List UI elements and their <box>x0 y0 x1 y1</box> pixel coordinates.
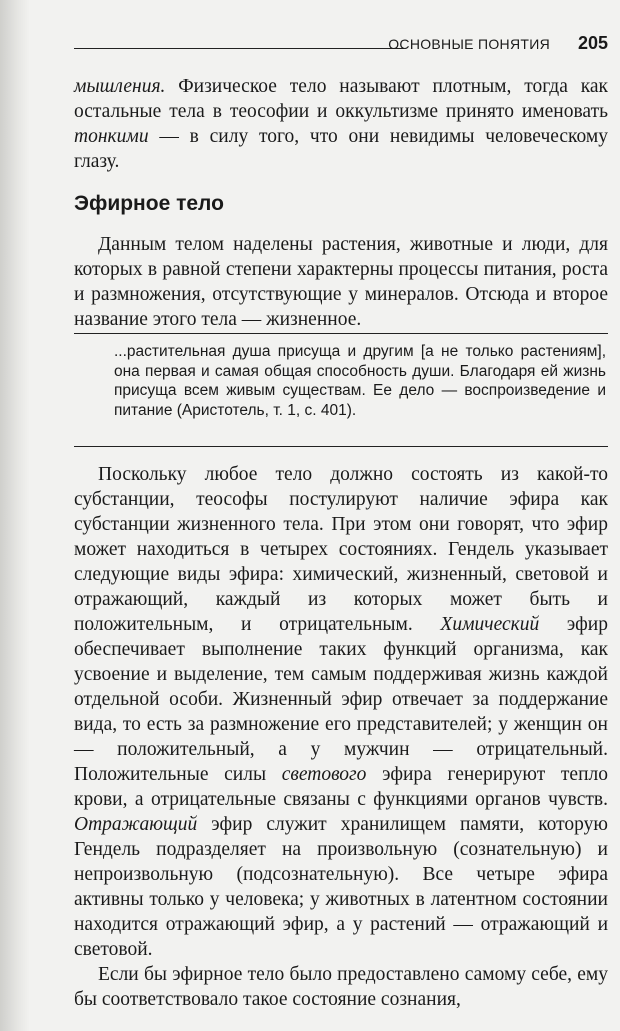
running-head: ОСНОВНЫЕ ПОНЯТИЯ <box>388 36 550 52</box>
quote-block <box>74 333 608 447</box>
main-p1-italic-reflecting: Отражающий <box>74 814 198 835</box>
main-p1-d: эфир служит хранилищем памяти, которую Гендель подразделяет на произвольную (сознательную) и непроизвольную (подсознательную). Все четыре эфира активны только у человека; у животных в латентном состоянии находится отражающий эфир, а у растений — отражающий и световой. <box>74 814 608 960</box>
section-paragraph: Данным телом наделены растения, животные и люди, для которых в равной степени характерны процессы питания, роста и размножения, отсутствующие у минералов. Отсюда и второе название этого тела — жизненное. <box>74 234 608 330</box>
page-number: 205 <box>577 33 608 53</box>
intro-italic-start: мышления. <box>74 76 166 97</box>
intro-text-1: Физическое тело называют плотным, тогда как остальные тела в теософии и оккультизме принято именовать <box>74 76 608 122</box>
main-p1-italic-chemical: Химический <box>440 614 540 635</box>
page-header <box>74 30 608 56</box>
section-heading: Эфирное тело <box>74 192 224 215</box>
main-text <box>74 462 608 1012</box>
page-spine-shadow <box>0 0 30 1031</box>
main-paragraph-1 <box>74 462 608 962</box>
main-p1-a: Поскольку любое тело должно состоять из какой-то субстанции, теософы постулируют наличие эфира как субстанции жизненного тела. При этом они говорят, что эфир может находиться в четырех состояниях. Гендель указывает следующие виды эфира: химический, жизненный, световой и отражающий, каждый из которых может быть и положительным, и отрицательным. <box>74 464 608 635</box>
intro-text-2: — в силу того, что они невидимы человеческому глазу. <box>74 126 608 172</box>
header-rule <box>74 48 404 49</box>
main-p1-b: эфир обеспечивает выполнение таких функций организма, как усвоение и выделение, тем самым поддерживая жизнь каждой отдельной особи. Жизненный эфир отвечает за поддержание вида, то есть за размножение его представителей; у женщин он — положительный, а у мужчин — отрицательный. Положительные силы <box>74 614 608 785</box>
intro-italic-term: тонкими <box>74 126 149 147</box>
main-paragraph-2: Если бы эфирное тело было предоставлено самому себе, ему бы соответствовало такое состояние сознания, <box>74 964 608 1010</box>
main-p1-c: эфира генерируют тепло крови, а отрицательные связаны с функциями органов чувств. <box>74 764 608 810</box>
main-p1-italic-light: светового <box>281 764 367 785</box>
intro-paragraph <box>74 74 608 174</box>
section-paragraph-block <box>74 232 608 332</box>
quote-text: ...растительная душа присуща и другим [а не только растениям], она первая и самая общая способность души. Благодаря ей жизнь присуща всем живым существам. Ее дело — воспроизведение и питание (Аристотель, т. 1, с. 401). <box>114 343 606 419</box>
